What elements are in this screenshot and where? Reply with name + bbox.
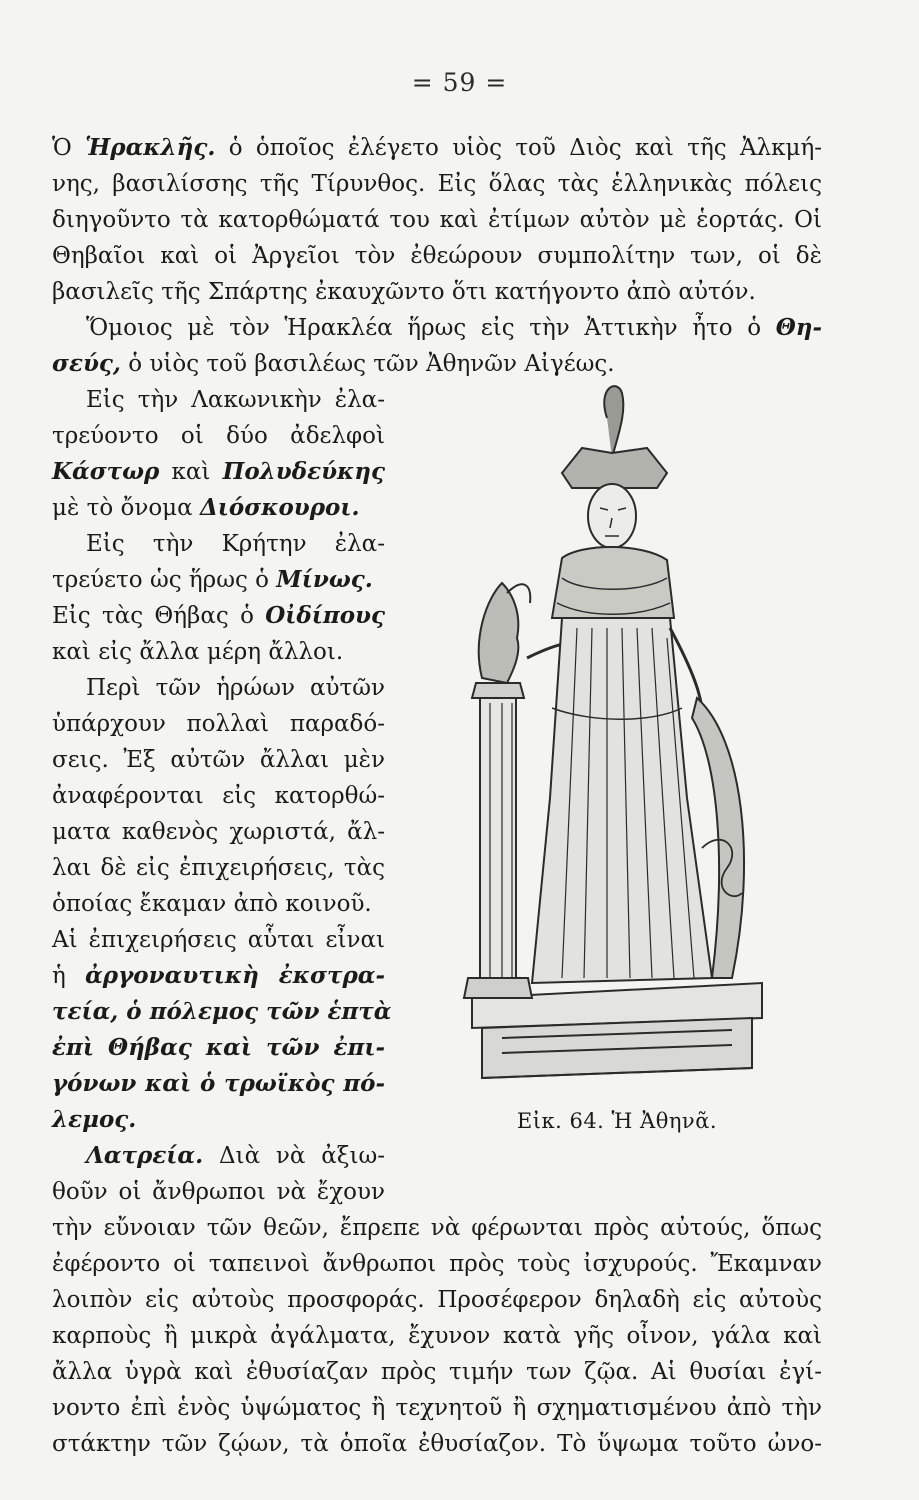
text-span: Θη- — [775, 314, 822, 341]
text-span: ὁ ὁποῖος ἐλέγετο υἱὸς τοῦ Διὸς καὶ τῆς Ἀλκμή- — [215, 135, 823, 161]
text-span: γόνων καὶ ὁ τρωϊκὸς πό- — [52, 1070, 385, 1097]
figure-caption: Εἰκ. 64. Ἡ Ἀθηνᾶ. — [516, 1109, 718, 1133]
text-line — [52, 1102, 385, 1138]
text-span: Περὶ τῶν ἡρώων αὐτῶν — [86, 675, 385, 701]
text-span: Εἰς τὴν Λακωνικὴν ἐλα- — [86, 387, 385, 413]
text-line — [52, 814, 385, 850]
text-span: ἀργοναυτικὴ ἐκστρα- — [85, 962, 385, 989]
text-span: λεμος. — [52, 1106, 137, 1133]
text-line — [52, 1390, 822, 1426]
text-line — [52, 994, 392, 1030]
text-line — [52, 1426, 822, 1462]
text-line — [52, 490, 385, 526]
text-span: Πολυδεύκης — [222, 458, 385, 485]
text-line — [52, 1030, 385, 1066]
text-line — [52, 706, 385, 742]
text-span: ἄλλα ὑγρὰ καὶ ἐθυσίαζαν πρὸς τιμήν των ζῷα. Αἱ θυσίαι ἐγί- — [52, 1359, 822, 1385]
text-span: Εἰς τὴν Κρήτην ἐλα- — [86, 531, 385, 557]
text-span: καὶ — [159, 459, 223, 485]
text-span: Λατρεία. — [86, 1142, 204, 1169]
text-line — [52, 1066, 385, 1102]
page-number: = 59 = — [411, 68, 508, 97]
text-line — [52, 202, 822, 238]
text-span: τεία, ὁ πόλεμος τῶν ἑπτὰ — [52, 998, 392, 1025]
text-line — [52, 130, 822, 166]
text-span: μὲ τὸ ὄνομα — [52, 495, 200, 521]
text-span: Ἡρακλῆς. — [85, 134, 216, 161]
text-line — [52, 598, 385, 634]
text-span: Διόσκουροι. — [199, 494, 360, 521]
text-line — [52, 346, 822, 382]
text-span: σεις. Ἐξ αὐτῶν ἄλλαι μὲν — [52, 747, 385, 773]
text-line — [52, 418, 385, 454]
text-span: ἐπὶ Θήβας καὶ τῶν ἐπι- — [52, 1034, 385, 1061]
text-span: σεύς, — [52, 350, 121, 377]
text-line — [52, 1318, 822, 1354]
text-line — [52, 1210, 822, 1246]
text-span: Οἰδίπους — [265, 602, 385, 629]
text-span: ἡ — [52, 963, 86, 989]
text-line — [86, 526, 385, 562]
text-line — [52, 238, 822, 274]
text-line — [86, 670, 385, 706]
text-span: Μίνως. — [276, 566, 373, 593]
text-line — [52, 1282, 822, 1318]
text-span: λαι δὲ εἰς ἐπιχειρήσεις, τὰς — [52, 855, 385, 881]
text-line — [52, 778, 385, 814]
text-line — [52, 850, 385, 886]
text-span: Αἱ ἐπιχειρήσεις αὗται εἶναι — [52, 927, 385, 953]
text-span: τὴν εὔνοιαν τῶν θεῶν, ἔπρεπε νὰ φέρωνται πρὸς αὐτούς, ὅπως — [52, 1215, 822, 1241]
text-line — [52, 562, 385, 598]
text-line — [52, 454, 385, 490]
text-span: ὁποίας ἔκαμαν ἀπὸ κοινοῦ. — [52, 891, 372, 917]
text-span: Ὁ — [52, 135, 86, 161]
text-span: θοῦν οἱ ἄνθρωποι νὰ ἔχουν — [52, 1179, 385, 1205]
text-span: ὑπάρχουν πολλαὶ παραδό- — [52, 711, 385, 737]
text-span: Θηβαῖοι καὶ οἱ Ἀργεῖοι τὸν ἐθεώρουν συμπολίτην των, οἱ δὲ — [52, 243, 822, 269]
text-line — [52, 886, 385, 922]
text-span: ἐφέροντο οἱ ταπεινοὶ ἄνθρωποι πρὸς τοὺς ἰσχυρούς. Ἔκαμναν — [52, 1251, 822, 1277]
athena-statue-figure — [412, 378, 822, 1098]
text-span: Εἰς τὰς Θήβας ὁ — [52, 603, 266, 629]
text-span: βασιλεῖς τῆς Σπάρτης ἐκαυχῶντο ὅτι κατήγοντο ἀπὸ αὐτόν. — [52, 279, 756, 305]
text-line — [52, 1246, 822, 1282]
text-line — [86, 382, 385, 418]
athena-statue-illustration — [412, 378, 822, 1098]
text-span: ματα καθενὸς χωριστά, ἄλ- — [52, 819, 385, 845]
text-line — [52, 634, 385, 670]
text-span: τρεύετο ὡς ἥρως ὁ — [52, 567, 277, 593]
text-span: καὶ εἰς ἄλλα μέρη ἄλλοι. — [52, 639, 344, 665]
text-span: νοντο ἐπὶ ἑνὸς ὑψώματος ἢ τεχνητοῦ ἢ σχηματισμένου ἀπὸ τὴν — [52, 1395, 822, 1421]
text-span: ὁ υἱὸς τοῦ βασιλέως τῶν Ἀθηνῶν Αἰγέως. — [120, 351, 615, 377]
text-line — [86, 1138, 385, 1174]
text-line — [52, 1354, 822, 1390]
text-line — [52, 958, 385, 994]
text-line — [52, 1174, 385, 1210]
text-span: Κάστωρ — [52, 458, 160, 485]
text-line — [52, 742, 385, 778]
text-line — [52, 274, 822, 310]
text-span: στάκτην τῶν ζῴων, τὰ ὁποῖα ἐθυσίαζον. Τὸ ὕψωμα τοῦτο ὠνο- — [52, 1431, 822, 1457]
text-span: καρποὺς ἢ μικρὰ ἀγάλματα, ἔχυνον κατὰ γῆς οἶνον, γάλα καὶ — [52, 1323, 822, 1349]
text-span: διηγοῦντο τὰ κατορθώματά του καὶ ἐτίμων αὐτὸν μὲ ἑορτάς. Οἱ — [52, 207, 822, 233]
text-line — [52, 922, 385, 958]
text-line — [86, 310, 822, 346]
text-line — [52, 166, 822, 202]
text-span: νης, βασιλίσσης τῆς Τίρυνθος. Εἰς ὅλας τὰς ἑλληνικὰς πόλεις — [52, 171, 822, 197]
text-span: Ὅμοιος μὲ τὸν Ἡρακλέα ἥρως εἰς τὴν Ἀττικὴν ἦτο ὁ — [86, 315, 776, 341]
text-span: λοιπὸν εἰς αὐτοὺς προσφοράς. Προσέφερον δηλαδὴ εἰς αὐτοὺς — [52, 1287, 822, 1313]
text-span: ἀναφέρονται εἰς κατορθώ- — [52, 783, 385, 809]
text-span: τρεύοντο οἱ δύο ἀδελφοὶ — [52, 423, 385, 449]
text-span: Διὰ νὰ ἀξιω- — [203, 1143, 385, 1169]
